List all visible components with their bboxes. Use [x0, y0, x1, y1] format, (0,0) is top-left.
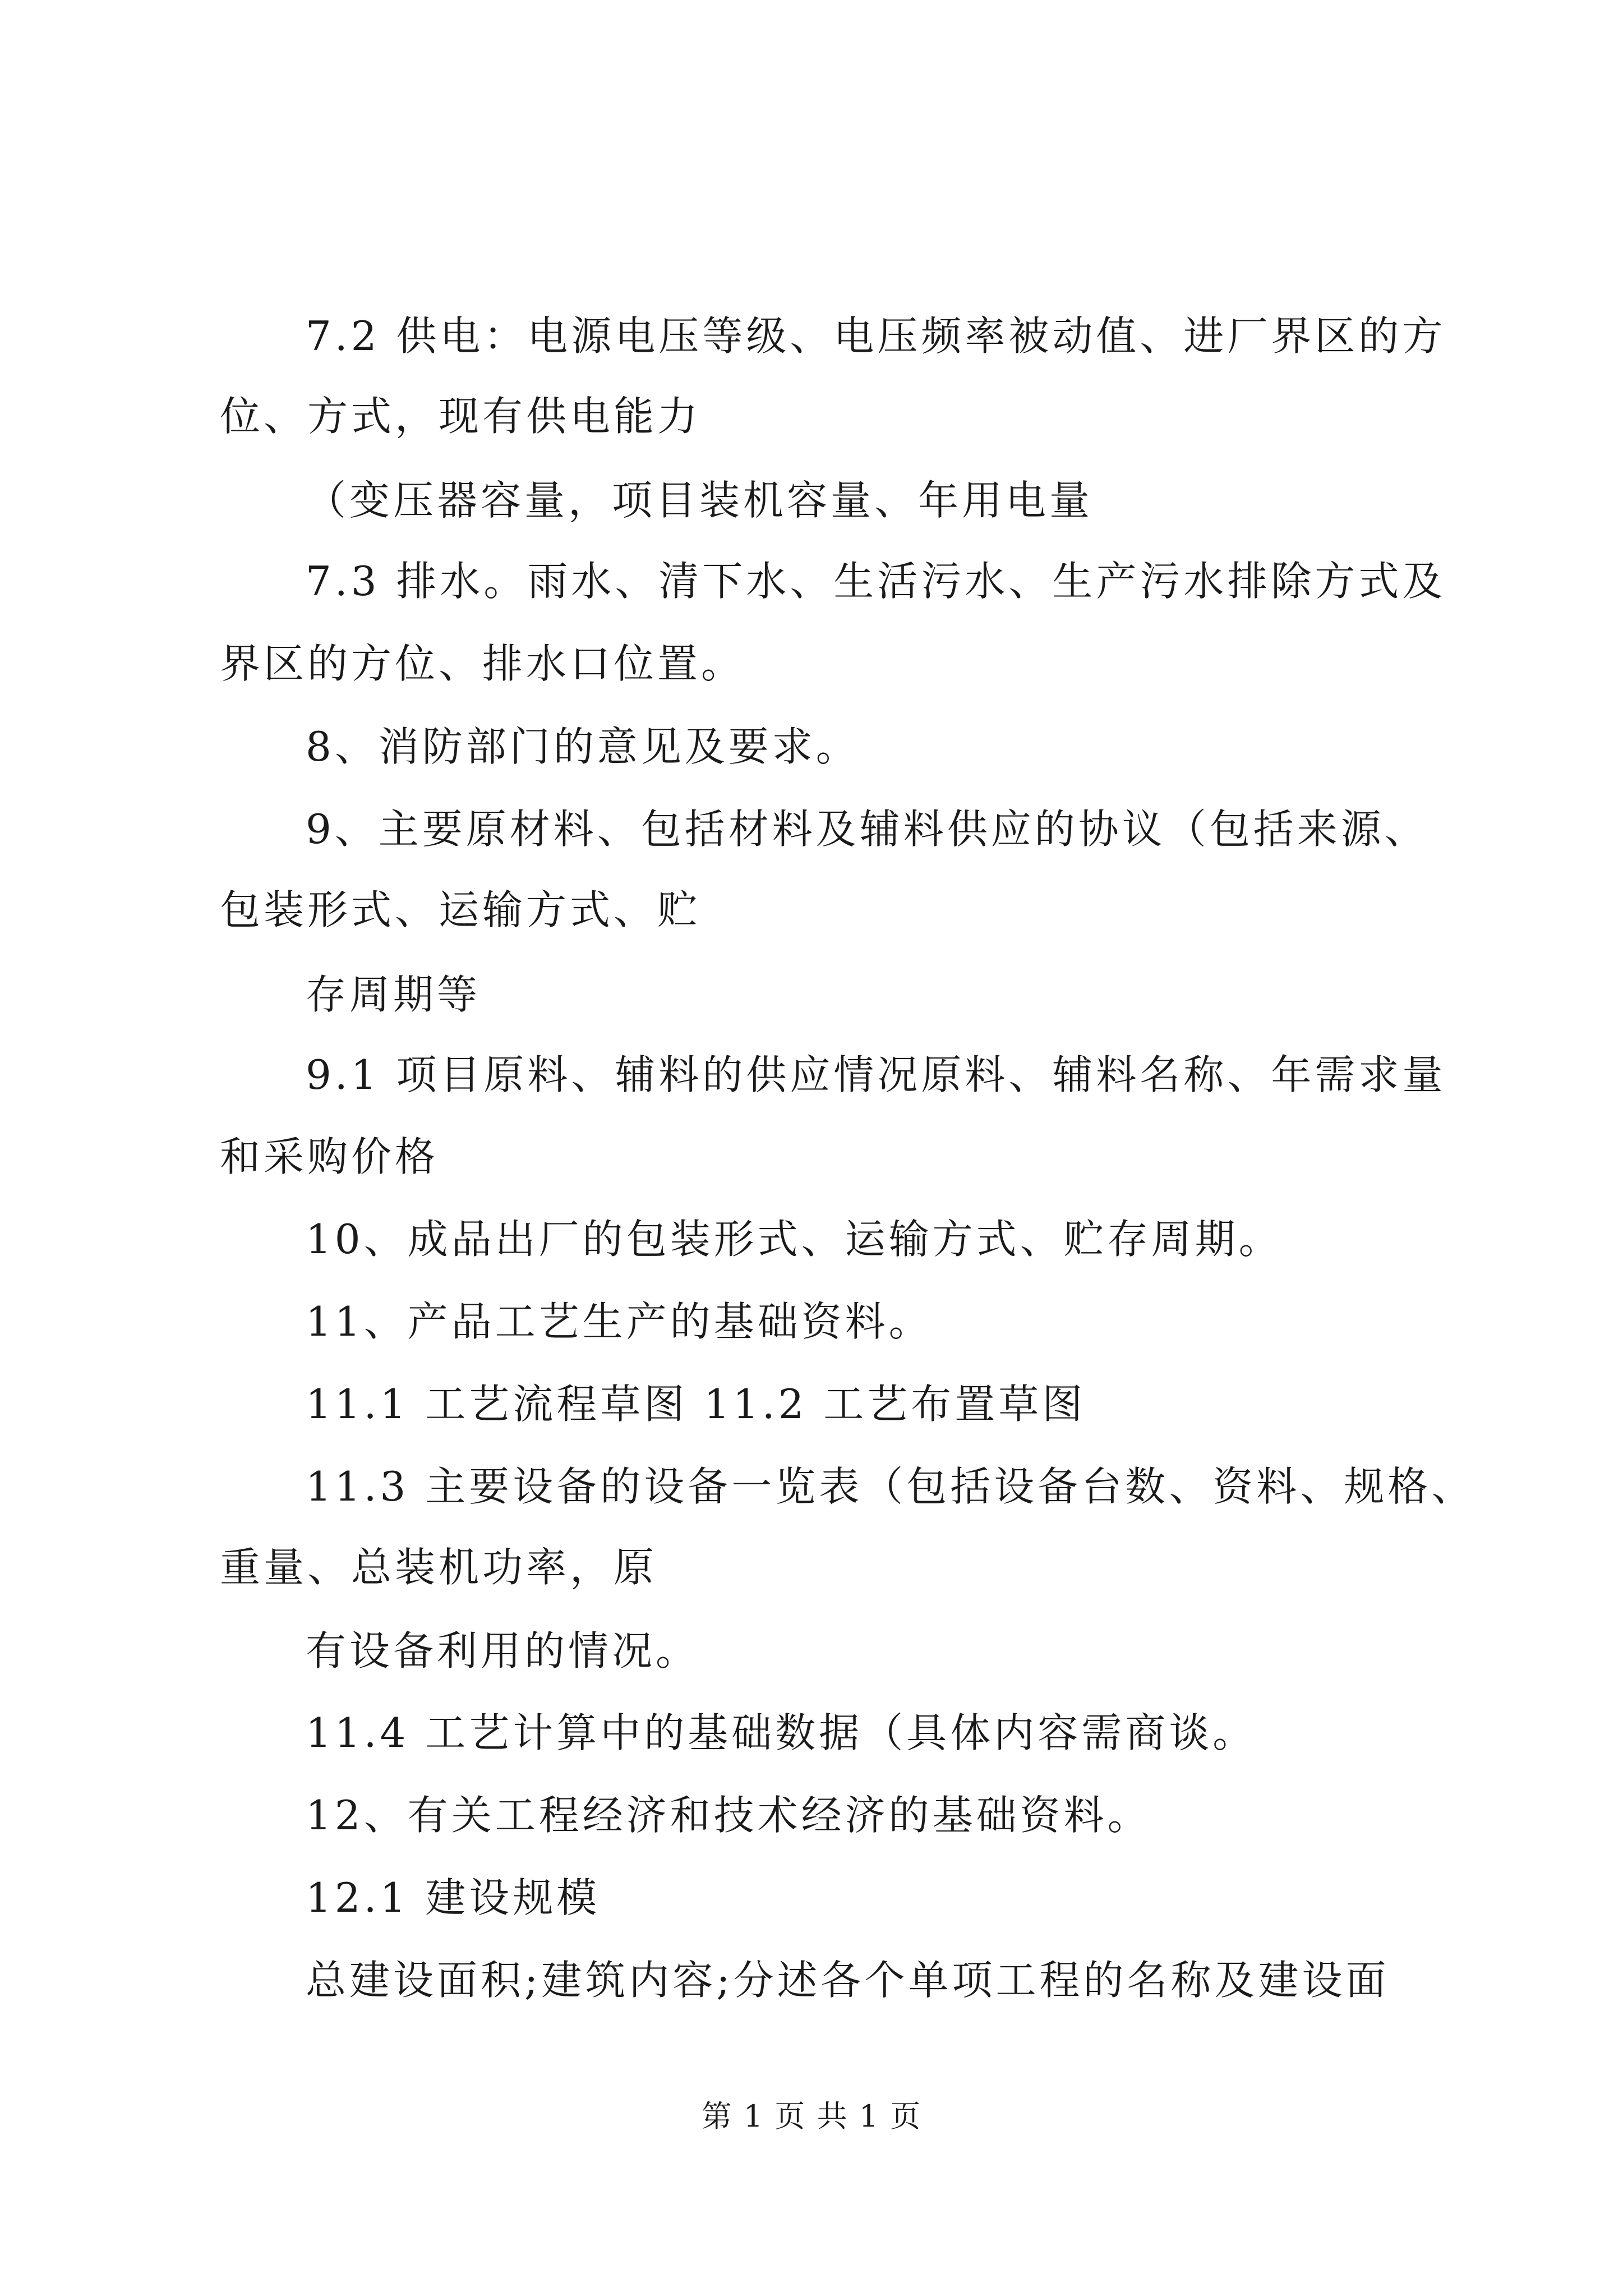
text-line: 11.1 工艺流程草图 11.2 工艺布置草图	[306, 1381, 1086, 1428]
text-line: 11.3 主要设备的设备一览表（包括设备台数、资料、规格、	[306, 1463, 1476, 1510]
text-line: 12、有关工程经济和技术经济的基础资料。	[306, 1792, 1151, 1839]
text-line: 存周期等	[306, 971, 481, 1018]
text-line: 界区的方位、排水口位置。	[220, 640, 745, 687]
text-line: 位、方式，现有供电能力	[220, 393, 702, 440]
text-line: 10、成品出厂的包装形式、运输方式、贮存周期。	[306, 1216, 1283, 1263]
page-footer: 第 1 页 共 1 页	[701, 2099, 922, 2134]
text-line: 和采购价格	[220, 1133, 439, 1180]
text-line: 8、消防部门的意见及要求。	[306, 723, 860, 770]
text-line: 11.4 工艺计算中的基础数据（具体内容需商谈。	[306, 1709, 1257, 1756]
text-line: 9.1 项目原料、辅料的供应情况原料、辅料名称、年需求量	[306, 1051, 1446, 1098]
text-line: 12.1 建设规模	[306, 1874, 601, 1921]
text-line: 11、产品工艺生产的基础资料。	[306, 1298, 933, 1345]
text-line: 7.3 排水。雨水、清下水、生活污水、生产污水排除方式及	[306, 558, 1446, 605]
text-line: 总建设面积;建筑内容;分述各个单项工程的名称及建设面	[306, 1957, 1390, 2004]
text-line: 重量、总装机功率，原	[220, 1544, 658, 1591]
text-line: 有设备利用的情况。	[306, 1627, 700, 1674]
text-line: 7.2 供电：电源电压等级、电压频率被动值、进厂界区的方	[306, 312, 1446, 360]
text-line: （变压器容量，项目装机容量、年用电量	[306, 477, 1094, 524]
text-line: 9、主要原材料、包括材料及辅料供应的协议（包括来源、	[306, 806, 1428, 853]
text-line: 包装形式、运输方式、贮	[220, 886, 702, 933]
